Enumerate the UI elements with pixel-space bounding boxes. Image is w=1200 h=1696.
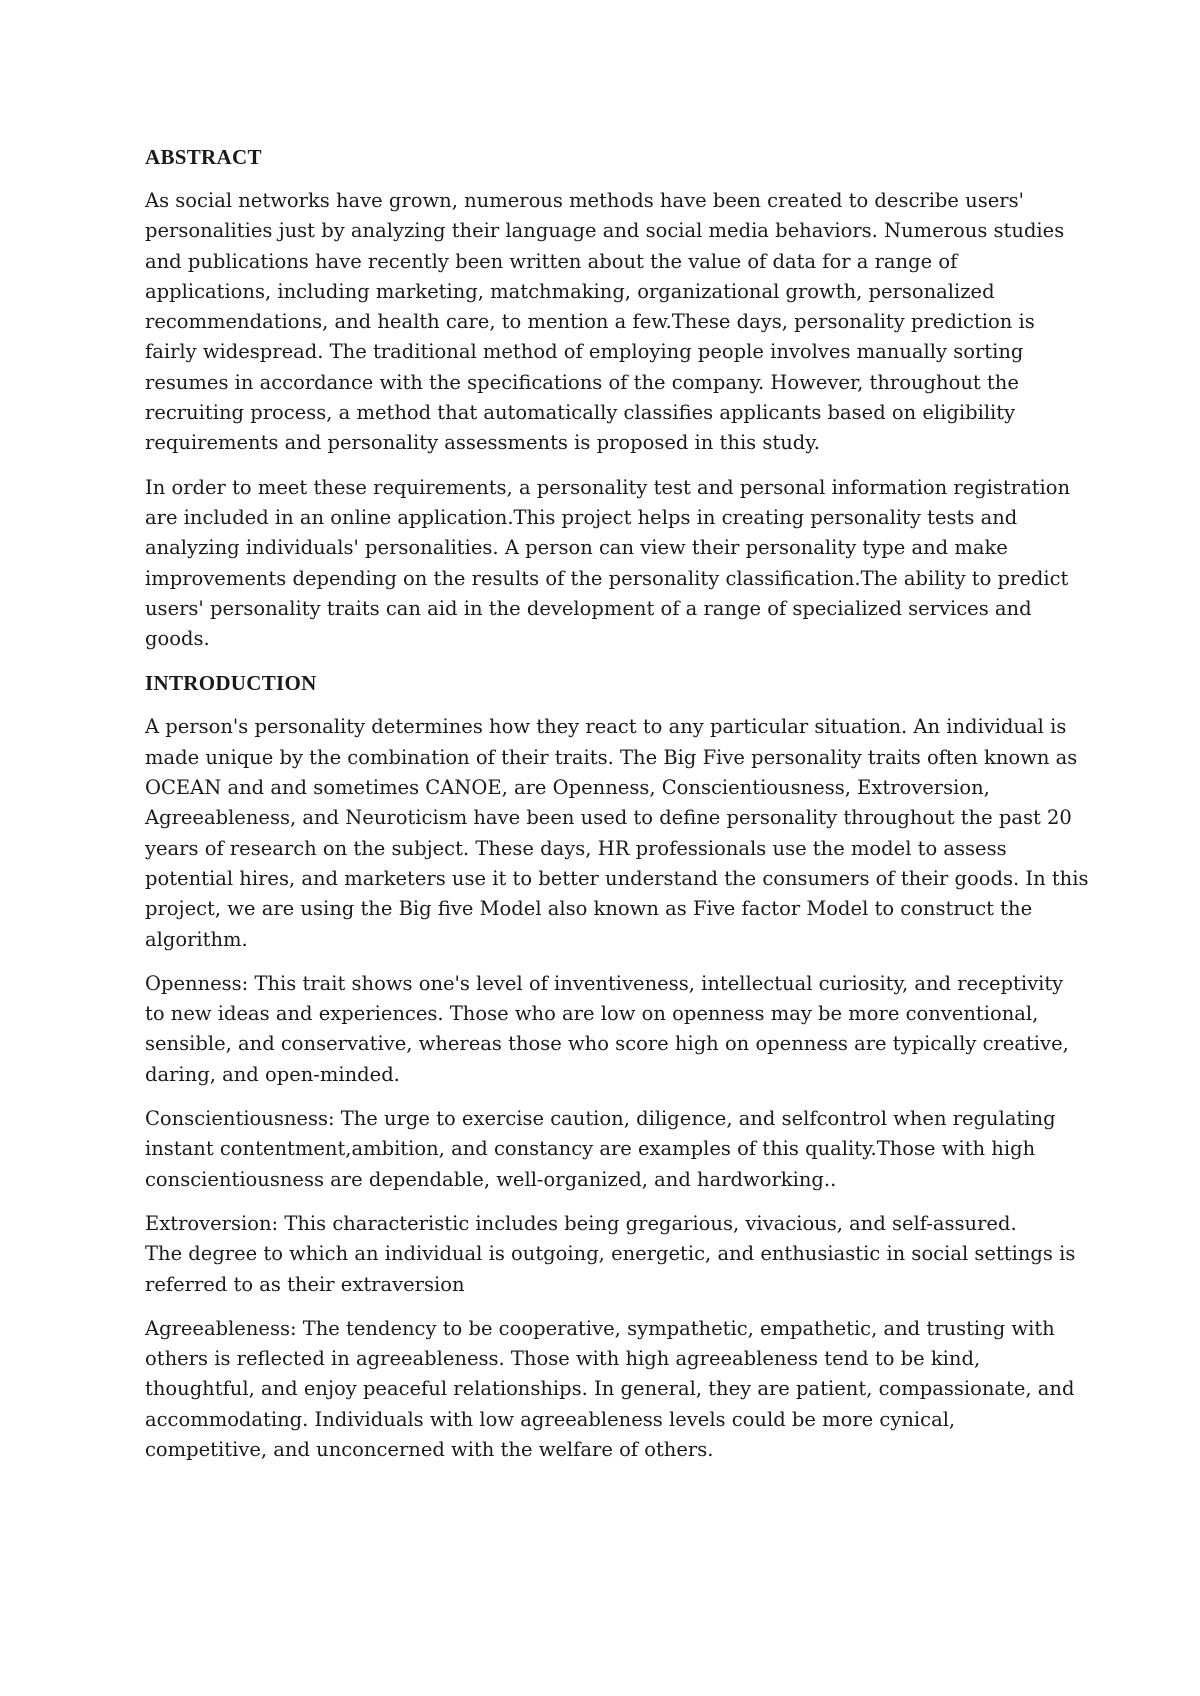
- text-line: resumes in accordance with the specifications of the company. However, throughout the: [145, 370, 1019, 394]
- text-line: daring, and open-minded.: [145, 1062, 400, 1086]
- text-line: recommendations, and health care, to mention a few.These days, personality prediction is: [145, 310, 1035, 334]
- text-line: algorithm.: [145, 927, 248, 951]
- text-line: made unique by the combination of their traits. The Big Five personality traits often known as: [145, 745, 1078, 769]
- text-line: Extroversion: This characteristic includes being gregarious, vivacious, and self-assured.: [145, 1211, 1017, 1235]
- text-line: are included in an online application.This project helps in creating personality tests and: [145, 505, 1018, 529]
- text-line: OCEAN and and sometimes CANOE, are Openness, Conscientiousness, Extroversion,: [145, 776, 990, 800]
- text-line: thoughtful, and enjoy peaceful relationships. In general, they are patient, compassionate, and: [145, 1377, 1075, 1401]
- abstract-paragraph-1: [145, 186, 1065, 459]
- text-line: applications, including marketing, matchmaking, organizational growth, personalized: [145, 279, 995, 303]
- text-line: to new ideas and experiences. Those who are low on openness may be more conventional,: [145, 1002, 1039, 1026]
- text-line: instant contentment,ambition, and constancy are examples of this quality.Those with high: [145, 1137, 1036, 1161]
- text-line: A person's personality determines how they react to any particular situation. An individual is: [145, 715, 1067, 739]
- text-line: Conscientiousness: The urge to exercise caution, diligence, and selfcontrol when regulating: [145, 1107, 1056, 1131]
- text-line: requirements and personality assessments is proposed in this study.: [145, 431, 820, 455]
- text-line: In order to meet these requirements, a personality test and personal information registration: [145, 475, 1071, 499]
- text-line: As social networks have grown, numerous methods have been created to describe users': [145, 189, 1024, 212]
- text-line: accommodating. Individuals with low agreeableness levels could be more cynical,: [145, 1407, 956, 1431]
- text-line: Agreeableness: The tendency to be cooperative, sympathetic, empathetic, and trusting with: [145, 1316, 1055, 1340]
- text-line: years of research on the subject. These days, HR professionals use the model to assess: [145, 836, 1007, 860]
- agreeableness-paragraph: [145, 1314, 1075, 1465]
- section-heading-introduction: INTRODUCTION: [145, 671, 317, 696]
- abstract-paragraph-2: [145, 473, 1071, 655]
- conscientiousness-paragraph: [145, 1104, 1065, 1195]
- text-line: fairly widespread. The traditional method of employing people involves manually sorting: [145, 340, 1024, 364]
- text-line: personalities just by analyzing their language and social media behaviors. Numerous studies: [145, 219, 1065, 243]
- openness-paragraph: [145, 969, 1069, 1090]
- document-page: [145, 142, 1089, 1479]
- section-heading-abstract: ABSTRACT: [145, 145, 262, 169]
- text-line: Agreeableness, and Neuroticism have been used to define personality throughout the past 20: [145, 806, 1072, 830]
- text-line: Openness: This trait shows one's level of inventiveness, intellectual curiosity, and receptivity: [145, 971, 1064, 995]
- text-line: referred to as their extraversion: [145, 1272, 465, 1296]
- extroversion-paragraph: [145, 1209, 1076, 1300]
- text-line: others is reflected in agreeableness. Those with high agreeableness tend to be kind,: [145, 1347, 981, 1371]
- text-line: conscientiousness are dependable, well-organized, and hardworking..: [145, 1167, 837, 1191]
- text-line: The degree to which an individual is outgoing, energetic, and enthusiastic in social settings is: [145, 1242, 1076, 1266]
- text-line: goods.: [145, 627, 210, 651]
- text-line: potential hires, and marketers use it to better understand the consumers of their goods. In this: [145, 866, 1089, 890]
- text-line: analyzing individuals' personalities. A person can view their personality type and make: [145, 536, 1008, 560]
- text-line: sensible, and conservative, whereas those who score high on openness are typically creative,: [145, 1032, 1069, 1056]
- text-line: recruiting process, a method that automatically classifies applicants based on eligibility: [145, 401, 1016, 425]
- text-line: project, we are using the Big five Model also known as Five factor Model to construct the: [145, 897, 1033, 921]
- introduction-paragraph-1: [145, 712, 1089, 954]
- text-line: improvements depending on the results of the personality classification.The ability to predict: [145, 566, 1069, 590]
- text-line: competitive, and unconcerned with the welfare of others.: [145, 1437, 714, 1461]
- text-line: and publications have recently been written about the value of data for a range of: [145, 249, 958, 273]
- text-line: users' personality traits can aid in the development of a range of specialized services and: [145, 596, 1032, 620]
